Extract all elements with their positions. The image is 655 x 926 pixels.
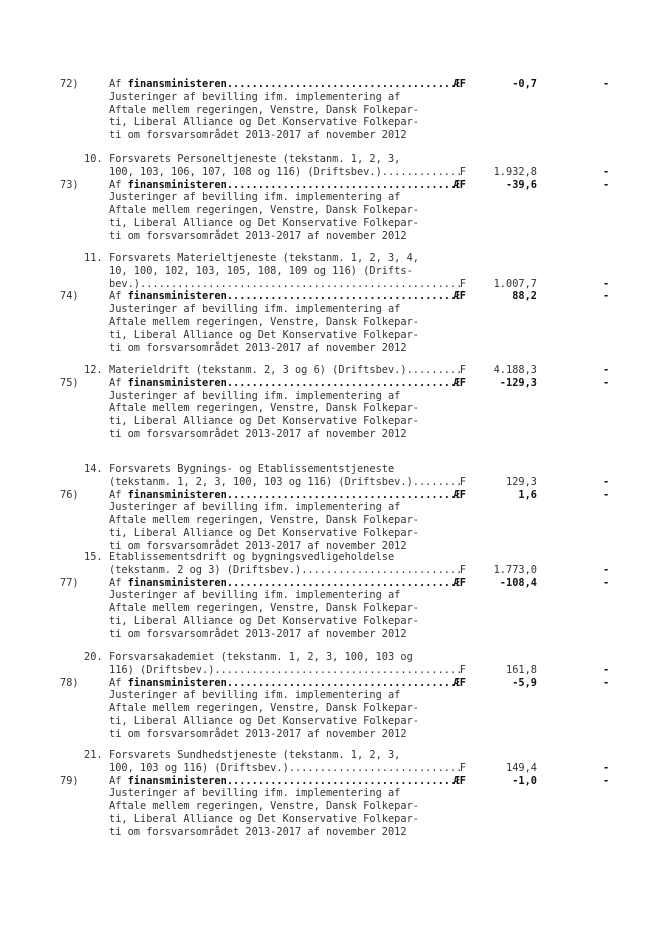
- account-code: F: [459, 364, 466, 376]
- dot-leader: [227, 489, 454, 502]
- dash-mark: -: [603, 475, 610, 488]
- account-line: [84, 265, 466, 278]
- proposal-text-line: Aftale mellem regeringen, Venstre, Dansk Folkepar-: [109, 103, 419, 116]
- account-title-text: (tekstanm. 1, 2, 3, 100, 103 og 116) (Driftsbev.): [109, 475, 413, 488]
- proposal-amount: -1,0: [512, 774, 537, 787]
- dot-leader: [227, 577, 454, 590]
- account-number: 14.: [84, 463, 103, 475]
- indent: [84, 278, 109, 291]
- proposal-number: 77): [60, 576, 79, 589]
- proposal-text-line: Aftale mellem regeringen, Venstre, Dansk Folkepar-: [109, 204, 419, 217]
- account-number: 10.: [84, 153, 103, 165]
- proposal-text-line: Justeringer af bevilling ifm. implementering af: [109, 501, 401, 514]
- proposal-text-line: Justeringer af bevilling ifm. implementering af: [109, 90, 401, 103]
- proposal-number: 74): [60, 290, 79, 303]
- proposal-code: ÆF: [453, 774, 466, 787]
- proposal-amount: 88,2: [512, 290, 537, 303]
- account-code: F: [459, 277, 466, 290]
- proposal-text-line: Aftale mellem regeringen, Venstre, Dansk Folkepar-: [109, 514, 419, 527]
- dash-mark: -: [603, 277, 610, 290]
- proposal-text-line: ti, Liberal Alliance og Det Konservative Folkepar-: [109, 415, 419, 428]
- account-code: F: [459, 563, 466, 576]
- proposal-code: ÆF: [453, 178, 466, 191]
- proposal-text-line: ti, Liberal Alliance og Det Konservative Folkepar-: [109, 615, 419, 627]
- proposal-number: 79): [60, 774, 79, 787]
- proposal-code: ÆF: [453, 376, 466, 389]
- proposal-text-line: ti om forsvarsområdet 2013-2017 af november 2012: [109, 539, 407, 552]
- proposal-amount: -0,7: [512, 78, 537, 90]
- dash-mark: -: [603, 774, 610, 787]
- proposal-minister: finansministeren: [127, 488, 227, 501]
- proposal-text-line: ti, Liberal Alliance og Det Konservative Folkepar-: [109, 328, 419, 341]
- proposal-line: [109, 489, 466, 502]
- proposal-by: Af: [109, 488, 128, 501]
- proposal-minister: finansministeren: [127, 290, 227, 303]
- proposal-text-line: Justeringer af bevilling ifm. implementering af: [109, 191, 401, 204]
- account-number: 21.: [84, 749, 103, 761]
- account-line: [84, 564, 466, 577]
- account-title-text: (tekstanm. 2 og 3) (Driftsbev.): [109, 563, 302, 576]
- account-amount: 129,3: [506, 475, 537, 488]
- dash-mark: -: [603, 78, 610, 90]
- account-code: F: [459, 663, 466, 676]
- proposal-code: ÆF: [453, 676, 466, 689]
- proposal-minister: finansministeren: [127, 676, 227, 689]
- dash-mark: -: [603, 488, 610, 501]
- proposal-amount: -108,4: [499, 576, 537, 589]
- proposal-text-line: Aftale mellem regeringen, Venstre, Dansk Folkepar-: [109, 316, 419, 328]
- proposal-text-line: Aftale mellem regeringen, Venstre, Dansk Folkepar-: [109, 800, 419, 813]
- proposal-minister: finansministeren: [127, 78, 227, 90]
- proposal-minister: finansministeren: [127, 376, 227, 389]
- account-title-text: 10, 100, 102, 103, 105, 108, 109 og 116) (Drifts-: [109, 264, 413, 277]
- proposal-line: [109, 377, 466, 390]
- account-line: [84, 166, 466, 179]
- proposal-text-line: ti om forsvarsområdet 2013-2017 af november 2012: [109, 627, 407, 640]
- indent: [84, 664, 109, 677]
- account-line: [84, 463, 466, 476]
- account-title-text: Forsvarets Bygnings- og Etablissementstjeneste: [109, 463, 395, 475]
- indent: [84, 166, 109, 179]
- proposal-number: 75): [60, 376, 79, 389]
- dash-mark: -: [603, 663, 610, 676]
- account-line: [84, 651, 466, 664]
- account-line: [84, 749, 466, 762]
- dot-leader: [227, 179, 454, 192]
- proposal-number: 78): [60, 676, 79, 689]
- dot-leader: [227, 677, 454, 690]
- proposal-number: 73): [60, 178, 79, 191]
- proposal-text-line: Justeringer af bevilling ifm. implementering af: [109, 689, 401, 702]
- dash-mark: -: [603, 676, 610, 689]
- account-number: 11.: [84, 252, 103, 264]
- account-amount: 1.932,8: [493, 165, 537, 178]
- proposal-line: [109, 179, 466, 192]
- proposal-code: ÆF: [453, 488, 466, 501]
- account-line: [84, 551, 466, 564]
- dot-leader: [382, 166, 460, 179]
- proposal-code: ÆF: [453, 78, 466, 90]
- account-title-text: bev.): [109, 277, 140, 290]
- proposal-line: [109, 677, 466, 690]
- proposal-line: [109, 577, 466, 590]
- proposal-text-line: ti om forsvarsområdet 2013-2017 af november 2012: [109, 825, 407, 838]
- account-amount: 1.773,0: [493, 563, 537, 576]
- proposal-text-line: Justeringer af bevilling ifm. implementering af: [109, 787, 401, 800]
- dot-leader: [227, 775, 454, 788]
- account-line: [84, 664, 466, 677]
- proposal-amount: -129,3: [499, 376, 537, 389]
- account-title-text: Etablissementsdrift og bygningsvedligeholdelse: [109, 551, 395, 563]
- dash-mark: -: [603, 364, 610, 376]
- dot-leader: [289, 762, 460, 775]
- proposal-amount: -39,6: [506, 178, 537, 191]
- proposal-text-line: ti om forsvarsområdet 2013-2017 af november 2012: [109, 129, 407, 142]
- proposal-number: 72): [60, 78, 79, 90]
- account-code: F: [459, 165, 466, 178]
- account-title-text: 116) (Driftsbev.): [109, 663, 215, 676]
- proposal-by: Af: [109, 290, 128, 303]
- dot-leader: [227, 377, 454, 390]
- indent: [84, 476, 109, 489]
- proposal-text-line: ti om forsvarsområdet 2013-2017 af november 2012: [109, 229, 407, 242]
- proposal-text-line: Aftale mellem regeringen, Venstre, Dansk Folkepar-: [109, 602, 419, 615]
- dot-leader: [227, 78, 454, 91]
- proposal-text-line: Aftale mellem regeringen, Venstre, Dansk Folkepar-: [109, 702, 419, 715]
- proposal-by: Af: [109, 576, 128, 589]
- account-title-text: Forsvarsakademiet (tekstanm. 1, 2, 3, 100, 103 og: [109, 651, 413, 663]
- account-amount: 161,8: [506, 663, 537, 676]
- account-title-text: Forsvarets Sundhedstjeneste (tekstanm. 1, 2, 3,: [109, 749, 401, 761]
- proposal-text-line: Justeringer af bevilling ifm. implementering af: [109, 389, 401, 402]
- proposal-amount: -5,9: [512, 676, 537, 689]
- account-number: 20.: [84, 651, 103, 663]
- dash-mark: -: [603, 178, 610, 191]
- proposal-text-line: ti om forsvarsområdet 2013-2017 af november 2012: [109, 341, 407, 354]
- proposal-text-line: Aftale mellem regeringen, Venstre, Dansk Folkepar-: [109, 402, 419, 415]
- account-number: 15.: [84, 551, 103, 563]
- proposal-text-line: Justeringer af bevilling ifm. implementering af: [109, 589, 401, 602]
- account-number: 12.: [84, 364, 103, 376]
- proposal-text-line: ti om forsvarsområdet 2013-2017 af november 2012: [109, 727, 407, 740]
- account-line: [84, 762, 466, 775]
- account-code: F: [459, 475, 466, 488]
- dot-leader: [301, 564, 460, 577]
- dash-mark: -: [603, 376, 610, 389]
- dash-mark: -: [603, 563, 610, 576]
- dash-mark: -: [603, 290, 610, 303]
- proposal-text-line: ti, Liberal Alliance og Det Konservative Folkepar-: [109, 116, 419, 129]
- proposal-amount: 1,6: [518, 488, 537, 501]
- proposal-text-line: ti, Liberal Alliance og Det Konservative Folkepar-: [109, 715, 419, 727]
- dash-mark: -: [603, 761, 610, 774]
- proposal-by: Af: [109, 774, 128, 787]
- account-code: F: [459, 761, 466, 774]
- proposal-line: [109, 78, 466, 91]
- proposal-minister: finansministeren: [127, 774, 227, 787]
- account-title-text: 100, 103, 106, 107, 108 og 116) (Driftsbev.): [109, 165, 382, 178]
- account-title-text: 100, 103 og 116) (Driftsbev.): [109, 761, 289, 774]
- dot-leader: [407, 364, 460, 377]
- account-amount: 4.188,3: [493, 364, 537, 376]
- proposal-minister: finansministeren: [127, 178, 227, 191]
- account-line: [84, 153, 466, 166]
- account-title-text: Forsvarets Personeltjeneste (tekstanm. 1, 2, 3,: [109, 153, 401, 165]
- proposal-line: [109, 775, 466, 788]
- dot-leader: [227, 290, 454, 303]
- indent: [84, 762, 109, 775]
- proposal-minister: finansministeren: [127, 576, 227, 589]
- proposal-code: ÆF: [453, 576, 466, 589]
- proposal-text-line: Justeringer af bevilling ifm. implementering af: [109, 303, 401, 316]
- account-amount: 1.007,7: [493, 277, 537, 290]
- proposal-text-line: ti, Liberal Alliance og Det Konservative Folkepar-: [109, 813, 419, 825]
- proposal-by: Af: [109, 78, 128, 90]
- proposal-by: Af: [109, 178, 128, 191]
- proposal-by: Af: [109, 676, 128, 689]
- account-title-text: Materieldrift (tekstanm. 2, 3 og 6) (Driftsbev.): [109, 364, 407, 376]
- indent: [84, 564, 109, 577]
- proposal-text-line: ti, Liberal Alliance og Det Konservative Folkepar-: [109, 217, 419, 229]
- account-line: [84, 278, 466, 291]
- proposal-text-line: ti, Liberal Alliance og Det Konservative Folkepar-: [109, 527, 419, 539]
- account-line: [84, 252, 466, 265]
- account-line: [84, 476, 466, 489]
- account-title-text: Forsvarets Materieltjeneste (tekstanm. 1, 2, 3, 4,: [109, 252, 419, 264]
- proposal-line: [109, 290, 466, 303]
- proposal-by: Af: [109, 376, 128, 389]
- dash-mark: -: [603, 165, 610, 178]
- dash-mark: -: [603, 576, 610, 589]
- dot-leader: [140, 278, 460, 291]
- proposal-text-line: ti om forsvarsområdet 2013-2017 af november 2012: [109, 428, 407, 440]
- dot-leader: [214, 664, 459, 677]
- account-line: [84, 364, 466, 377]
- proposal-code: ÆF: [453, 290, 466, 303]
- proposal-number: 76): [60, 488, 79, 501]
- account-amount: 149,4: [506, 761, 537, 774]
- dot-leader: [413, 476, 460, 489]
